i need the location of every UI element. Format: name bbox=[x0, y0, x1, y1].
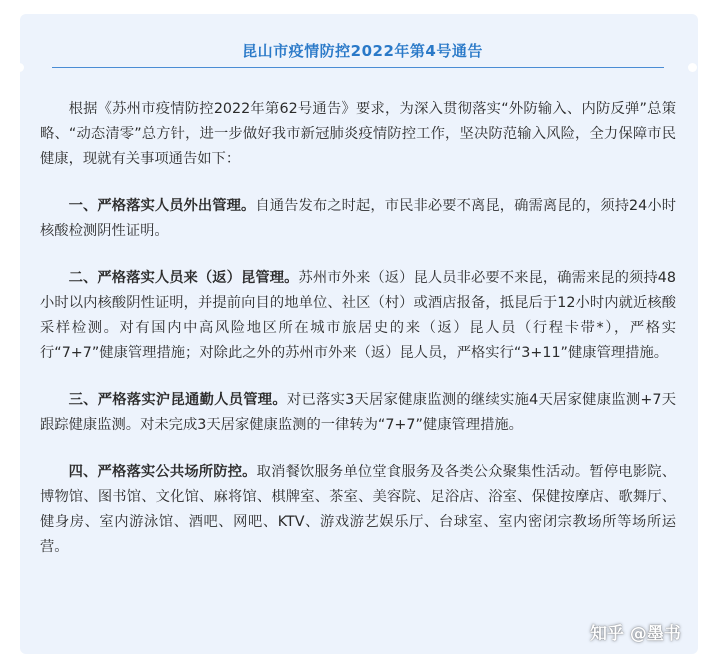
section-4-body: 取消餐饮服务单位堂食服务及各类公众聚集性活动。暂停电影院、博物馆、图书馆、文化馆、麻将馆、棋牌室、茶室、美容院、足浴店、浴室、保健按摩店、歌舞厅、健身房、室内游泳馆、酒吧、网吧、KTV、游戏游艺娱乐厅、台球室、室内密闭宗教场所等场所运营。 bbox=[40, 464, 677, 555]
section-1-heading: 一、严格落实人员外出管理。 bbox=[68, 198, 256, 214]
section-2-heading: 二、严格落实人员来（返）昆管理。 bbox=[68, 270, 299, 286]
section-3-paragraph bbox=[40, 388, 676, 438]
notice-title: 昆山市疫情防控2022年第4号通告 bbox=[242, 42, 483, 60]
notice-body bbox=[40, 97, 676, 582]
intro-paragraph: 根据《苏州市疫情防控2022年第62号通告》要求，为深入贯彻落实“外防输入、内防反弹”总策略、“动态清零”总方针，进一步做好我市新冠肺炎疫情防控工作，坚决防范输入风险，全力保障市民健康，现就有关事项通告如下： bbox=[40, 101, 676, 167]
watermark: 知乎 @墨书 bbox=[590, 624, 681, 644]
section-2-body: 苏州市外来（返）昆人员非必要不来昆，确需来昆的须持48小时以内核酸阴性证明，并提前向目的地单位、社区（村）或酒店报备，抵昆后于12小时内就近核酸采样检测。对有国内中高风险地区所在城市旅居史的来（返）昆人员（行程卡带*），严格实行“7+7”健康管理措施；对除此之外的苏州市外来（返）昆人员，严格实行“3+11”健康管理措施。 bbox=[40, 270, 676, 361]
section-2-paragraph bbox=[40, 266, 676, 366]
title-divider bbox=[52, 67, 664, 68]
section-1-body: 自通告发布之时起，市民非必要不离昆，确需离昆的，须持24小时核酸检测阴性证明。 bbox=[40, 198, 676, 239]
section-3-body: 对已落实3天居家健康监测的继续实施4天居家健康监测+7天跟踪健康监测。对未完成3天居家健康监测的一律转为“7+7”健康管理措施。 bbox=[40, 392, 677, 433]
section-1-paragraph bbox=[40, 194, 676, 244]
section-3-heading: 三、严格落实沪昆通勤人员管理。 bbox=[68, 392, 287, 408]
section-4-paragraph bbox=[40, 460, 676, 560]
decorative-dot-left bbox=[15, 63, 24, 72]
section-4-heading: 四、严格落实公共场所防控。 bbox=[68, 464, 257, 480]
decorative-dot-right bbox=[688, 63, 697, 72]
